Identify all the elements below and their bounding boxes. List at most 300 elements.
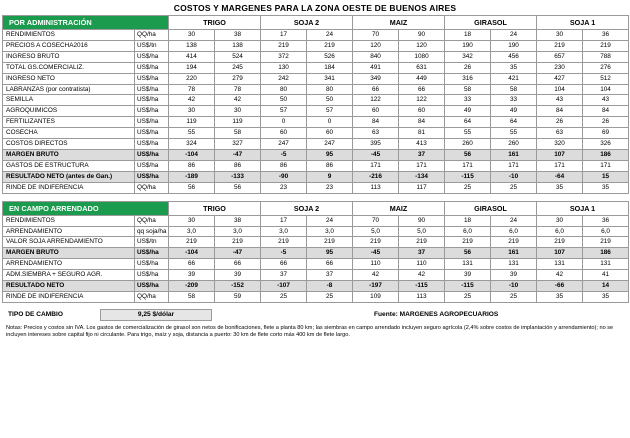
row-label: MARGEN BRUTO (3, 248, 135, 259)
row-label: RESULTADO NETO (antes de Gan.) (3, 171, 135, 182)
value-cell: 456 (491, 51, 537, 62)
value-cell: 66 (399, 84, 445, 95)
value-cell: 122 (353, 95, 399, 106)
value-cell: 55 (169, 128, 215, 139)
value-cell: -5 (261, 149, 307, 160)
rent-table (2, 201, 629, 303)
value-cell: -216 (353, 171, 399, 182)
value-cell: -189 (169, 171, 215, 182)
value-cell: -115 (445, 171, 491, 182)
value-cell: 110 (353, 259, 399, 270)
value-cell: -10 (491, 171, 537, 182)
value-cell: 95 (307, 248, 353, 259)
value-cell: 38 (215, 215, 261, 226)
value-cell: 58 (491, 84, 537, 95)
value-cell: -45 (353, 149, 399, 160)
row-label: PRECIOS A COSECHA2016 (3, 40, 135, 51)
value-cell: 18 (445, 30, 491, 41)
value-cell: 113 (399, 291, 445, 302)
table-row (3, 237, 629, 248)
value-cell: 3,0 (307, 226, 353, 237)
value-cell: 25 (445, 182, 491, 193)
value-cell: 631 (399, 62, 445, 73)
rent-header-row (3, 201, 629, 215)
row-label: RINDE DE INDIFERENCIA (3, 291, 135, 302)
value-cell: 186 (583, 149, 629, 160)
row-label: RENDIMIENTOS (3, 215, 135, 226)
value-cell: 37 (399, 149, 445, 160)
value-cell: 35 (583, 291, 629, 302)
value-cell: 17 (261, 215, 307, 226)
notes: Notas: Precios y costos sin IVA. Los gastos de comercialización de girasol son netos de bonificaciones, flete a planta 80 km; las siembras en campo arrendado incluyen seguro agrícola (2,4% sobre costos de implantación y arrendamiento); no se incluyen intereses sobre capital fijo ni circulante. Para trigo, maíz y soja, distancia a puerto: 30 km de flete corto más 400 km de flete largo. (6, 324, 614, 339)
value-cell: 219 (445, 237, 491, 248)
value-cell: 341 (307, 73, 353, 84)
value-cell: 6,0 (491, 226, 537, 237)
value-cell: 86 (307, 160, 353, 171)
row-unit: US$/ha (135, 270, 169, 281)
value-cell: 64 (491, 117, 537, 128)
value-cell: 247 (307, 139, 353, 150)
crop-header: GIRASOL (445, 16, 537, 30)
table-row (3, 40, 629, 51)
value-cell: 230 (537, 62, 583, 73)
value-cell: 320 (537, 139, 583, 150)
value-cell: 219 (491, 237, 537, 248)
table-row (3, 51, 629, 62)
value-cell: -8 (307, 281, 353, 292)
value-cell: 219 (215, 237, 261, 248)
value-cell: 59 (215, 291, 261, 302)
value-cell: 26 (583, 117, 629, 128)
crop-header: SOJA 1 (537, 201, 629, 215)
value-cell: 86 (169, 160, 215, 171)
value-cell: 219 (537, 237, 583, 248)
table-row (3, 62, 629, 73)
value-cell: 64 (445, 117, 491, 128)
value-cell: 25 (445, 291, 491, 302)
value-cell: 0 (261, 117, 307, 128)
value-cell: 30 (169, 30, 215, 41)
value-cell: -104 (169, 149, 215, 160)
value-cell: 90 (399, 30, 445, 41)
value-cell: 55 (445, 128, 491, 139)
value-cell: 57 (307, 106, 353, 117)
value-cell: 526 (307, 51, 353, 62)
value-cell: 35 (583, 182, 629, 193)
table-row (3, 106, 629, 117)
value-cell: 131 (445, 259, 491, 270)
source-note: Fuente: MARGENES AGROPECUARIOS (374, 310, 499, 318)
value-cell: 14 (583, 281, 629, 292)
crop-header: SOJA 1 (537, 16, 629, 30)
value-cell: 1080 (399, 51, 445, 62)
admin-section-header: POR ADMINISTRACIÓN (3, 16, 169, 30)
value-cell: 60 (353, 106, 399, 117)
value-cell: 219 (399, 237, 445, 248)
admin-header-row (3, 16, 629, 30)
row-unit: US$/ha (135, 73, 169, 84)
value-cell: 138 (169, 40, 215, 51)
value-cell: 42 (169, 95, 215, 106)
value-cell: 18 (445, 215, 491, 226)
value-cell: 37 (261, 270, 307, 281)
value-cell: 78 (169, 84, 215, 95)
value-cell: 66 (215, 259, 261, 270)
value-cell: 80 (261, 84, 307, 95)
row-label: ARRENDAMIENTO (3, 226, 135, 237)
table-row (3, 281, 629, 292)
row-unit: US$/ha (135, 139, 169, 150)
value-cell: 349 (353, 73, 399, 84)
value-cell: 6,0 (537, 226, 583, 237)
value-cell: 26 (445, 62, 491, 73)
value-cell: 421 (491, 73, 537, 84)
crop-header: GIRASOL (445, 201, 537, 215)
value-cell: 220 (169, 73, 215, 84)
value-cell: 131 (537, 259, 583, 270)
admin-table (2, 15, 629, 194)
value-cell: 26 (537, 117, 583, 128)
value-cell: 49 (491, 106, 537, 117)
value-cell: 17 (261, 30, 307, 41)
value-cell: 9 (307, 171, 353, 182)
value-cell: 55 (491, 128, 537, 139)
row-label: COSECHA (3, 128, 135, 139)
value-cell: 58 (445, 84, 491, 95)
value-cell: 30 (537, 30, 583, 41)
value-cell: 131 (583, 259, 629, 270)
row-unit: US$/tn (135, 40, 169, 51)
value-cell: 42 (399, 270, 445, 281)
value-cell: 39 (445, 270, 491, 281)
value-cell: 84 (583, 106, 629, 117)
row-unit: QQ/ha (135, 215, 169, 226)
row-unit: US$/ha (135, 149, 169, 160)
value-cell: 56 (215, 182, 261, 193)
value-cell: 6,0 (583, 226, 629, 237)
value-cell: 35 (537, 291, 583, 302)
value-cell: -197 (353, 281, 399, 292)
table-row (3, 226, 629, 237)
value-cell: 449 (399, 73, 445, 84)
row-unit: US$/ha (135, 106, 169, 117)
value-cell: 219 (537, 40, 583, 51)
value-cell: 35 (537, 182, 583, 193)
page (0, 2, 630, 438)
table-row (3, 73, 629, 84)
value-cell: 81 (399, 128, 445, 139)
page-title: COSTOS Y MARGENES PARA LA ZONA OESTE DE BUENOS AIRES (173, 3, 457, 13)
value-cell: 63 (537, 128, 583, 139)
value-cell: 43 (537, 95, 583, 106)
row-unit: US$/ha (135, 160, 169, 171)
table-row (3, 149, 629, 160)
value-cell: 119 (169, 117, 215, 128)
value-cell: 219 (169, 237, 215, 248)
value-cell: 131 (491, 259, 537, 270)
row-label: TOTAL GS.COMERCIALIZ. (3, 62, 135, 73)
value-cell: 30 (215, 106, 261, 117)
value-cell: -133 (215, 171, 261, 182)
value-cell: 245 (215, 62, 261, 73)
table-row (3, 270, 629, 281)
row-label: INGRESO NETO (3, 73, 135, 84)
value-cell: -45 (353, 248, 399, 259)
value-cell: 326 (583, 139, 629, 150)
value-cell: 41 (583, 270, 629, 281)
exchange-rate-row (2, 309, 628, 321)
value-cell: 43 (583, 95, 629, 106)
value-cell: 171 (583, 160, 629, 171)
value-cell: 60 (307, 128, 353, 139)
value-cell: 56 (445, 248, 491, 259)
table-row (3, 30, 629, 41)
value-cell: 171 (491, 160, 537, 171)
value-cell: 25 (491, 182, 537, 193)
value-cell: 39 (169, 270, 215, 281)
value-cell: 37 (399, 248, 445, 259)
value-cell: -90 (261, 171, 307, 182)
row-unit: QQ/ha (135, 291, 169, 302)
value-cell: 30 (537, 215, 583, 226)
value-cell: 372 (261, 51, 307, 62)
value-cell: 171 (537, 160, 583, 171)
row-label: GASTOS DE ESTRUCTURA (3, 160, 135, 171)
value-cell: 219 (307, 237, 353, 248)
value-cell: 119 (215, 117, 261, 128)
value-cell: 194 (169, 62, 215, 73)
table-row (3, 259, 629, 270)
value-cell: -64 (537, 171, 583, 182)
value-cell: 38 (215, 30, 261, 41)
crop-header: MAIZ (353, 201, 445, 215)
value-cell: 86 (215, 160, 261, 171)
value-cell: 33 (491, 95, 537, 106)
value-cell: 70 (353, 215, 399, 226)
value-cell: 50 (261, 95, 307, 106)
row-label: LABRANZAS (por contratista) (3, 84, 135, 95)
value-cell: 25 (491, 291, 537, 302)
row-label: RINDE DE INDIFERENCIA (3, 182, 135, 193)
value-cell: 35 (491, 62, 537, 73)
table-row (3, 171, 629, 182)
value-cell: 190 (491, 40, 537, 51)
row-label: SEMILLA (3, 95, 135, 106)
value-cell: 0 (307, 117, 353, 128)
table-row (3, 182, 629, 193)
value-cell: 5,0 (353, 226, 399, 237)
value-cell: 36 (583, 30, 629, 41)
row-unit: US$/ha (135, 62, 169, 73)
value-cell: 25 (261, 291, 307, 302)
value-cell: 66 (169, 259, 215, 270)
value-cell: 69 (583, 128, 629, 139)
value-cell: 66 (307, 259, 353, 270)
value-cell: 524 (215, 51, 261, 62)
row-unit: US$/tn (135, 237, 169, 248)
rent-section-header: EN CAMPO ARRENDADO (3, 201, 169, 215)
value-cell: 3,0 (261, 226, 307, 237)
value-cell: 24 (491, 30, 537, 41)
row-unit: QQ/ha (135, 30, 169, 41)
row-unit: US$/ha (135, 128, 169, 139)
value-cell: 276 (583, 62, 629, 73)
value-cell: 110 (399, 259, 445, 270)
value-cell: 84 (537, 106, 583, 117)
value-cell: 316 (445, 73, 491, 84)
value-cell: 57 (261, 106, 307, 117)
table-row (3, 291, 629, 302)
table-row (3, 139, 629, 150)
value-cell: 247 (261, 139, 307, 150)
value-cell: 84 (399, 117, 445, 128)
value-cell: 161 (491, 149, 537, 160)
value-cell: 30 (169, 215, 215, 226)
table-row (3, 128, 629, 139)
table-row (3, 160, 629, 171)
value-cell: -10 (491, 281, 537, 292)
value-cell: 23 (261, 182, 307, 193)
value-cell: -152 (215, 281, 261, 292)
table-row (3, 95, 629, 106)
value-cell: 395 (353, 139, 399, 150)
value-cell: -115 (399, 281, 445, 292)
value-cell: 324 (169, 139, 215, 150)
value-cell: 109 (353, 291, 399, 302)
value-cell: 37 (307, 270, 353, 281)
value-cell: 42 (215, 95, 261, 106)
row-unit: US$/ha (135, 95, 169, 106)
value-cell: 107 (537, 248, 583, 259)
value-cell: -107 (261, 281, 307, 292)
value-cell: 342 (445, 51, 491, 62)
value-cell: 413 (399, 139, 445, 150)
value-cell: 5,0 (399, 226, 445, 237)
row-unit: US$/ha (135, 84, 169, 95)
table-row (3, 117, 629, 128)
row-unit: US$/ha (135, 259, 169, 270)
row-label: ARRENDAMIENTO (3, 259, 135, 270)
value-cell: 107 (537, 149, 583, 160)
value-cell: 219 (583, 40, 629, 51)
value-cell: 171 (399, 160, 445, 171)
value-cell: 219 (583, 237, 629, 248)
value-cell: 138 (215, 40, 261, 51)
row-label: RENDIMIENTOS (3, 30, 135, 41)
value-cell: 122 (399, 95, 445, 106)
row-label: RESULTADO NETO (3, 281, 135, 292)
value-cell: 190 (445, 40, 491, 51)
value-cell: 130 (261, 62, 307, 73)
value-cell: 24 (307, 215, 353, 226)
value-cell: 78 (215, 84, 261, 95)
row-unit: US$/ha (135, 248, 169, 259)
row-unit: US$/ha (135, 117, 169, 128)
row-label: AGROQUIMICOS (3, 106, 135, 117)
value-cell: 219 (307, 40, 353, 51)
value-cell: 279 (215, 73, 261, 84)
value-cell: 219 (261, 237, 307, 248)
value-cell: 117 (399, 182, 445, 193)
value-cell: 104 (583, 84, 629, 95)
value-cell: 840 (353, 51, 399, 62)
crop-header: SOJA 2 (261, 201, 353, 215)
table-row (3, 248, 629, 259)
value-cell: 66 (261, 259, 307, 270)
value-cell: 657 (537, 51, 583, 62)
value-cell: 161 (491, 248, 537, 259)
value-cell: 86 (261, 160, 307, 171)
value-cell: 491 (353, 62, 399, 73)
value-cell: 58 (169, 291, 215, 302)
value-cell: 788 (583, 51, 629, 62)
value-cell: 104 (537, 84, 583, 95)
value-cell: 260 (445, 139, 491, 150)
row-label: ADM.SIEMBRA + SEGURO AGR. (3, 270, 135, 281)
value-cell: 23 (307, 182, 353, 193)
value-cell: -104 (169, 248, 215, 259)
value-cell: 219 (261, 40, 307, 51)
value-cell: 56 (445, 149, 491, 160)
value-cell: 242 (261, 73, 307, 84)
row-label: INGRESO BRUTO (3, 51, 135, 62)
crop-header: SOJA 2 (261, 16, 353, 30)
value-cell: -66 (537, 281, 583, 292)
value-cell: 56 (169, 182, 215, 193)
row-label: VALOR SOJA ARRENDAMIENTO (3, 237, 135, 248)
row-label: MARGEN BRUTO (3, 149, 135, 160)
value-cell: -47 (215, 248, 261, 259)
value-cell: 39 (215, 270, 261, 281)
value-cell: 414 (169, 51, 215, 62)
value-cell: 84 (353, 117, 399, 128)
value-cell: 3,0 (169, 226, 215, 237)
value-cell: 63 (353, 128, 399, 139)
value-cell: 60 (261, 128, 307, 139)
value-cell: 171 (353, 160, 399, 171)
value-cell: 219 (353, 237, 399, 248)
value-cell: 25 (307, 291, 353, 302)
value-cell: 24 (491, 215, 537, 226)
value-cell: 50 (307, 95, 353, 106)
exchange-rate-label: TIPO DE CAMBIO (8, 310, 63, 318)
table-row (3, 215, 629, 226)
value-cell: 120 (399, 40, 445, 51)
row-unit: US$/ha (135, 281, 169, 292)
value-cell: -134 (399, 171, 445, 182)
value-cell: 42 (353, 270, 399, 281)
value-cell: 90 (399, 215, 445, 226)
value-cell: 42 (537, 270, 583, 281)
row-label: FERTILIZANTES (3, 117, 135, 128)
value-cell: 260 (491, 139, 537, 150)
row-unit: qq soja/ha (135, 226, 169, 237)
value-cell: 24 (307, 30, 353, 41)
row-unit: US$/ha (135, 51, 169, 62)
value-cell: 171 (445, 160, 491, 171)
value-cell: -47 (215, 149, 261, 160)
row-unit: US$/ha (135, 171, 169, 182)
value-cell: 39 (491, 270, 537, 281)
crop-header: MAIZ (353, 16, 445, 30)
value-cell: 15 (583, 171, 629, 182)
value-cell: -209 (169, 281, 215, 292)
value-cell: 58 (215, 128, 261, 139)
value-cell: 95 (307, 149, 353, 160)
value-cell: 512 (583, 73, 629, 84)
value-cell: 327 (215, 139, 261, 150)
value-cell: 70 (353, 30, 399, 41)
